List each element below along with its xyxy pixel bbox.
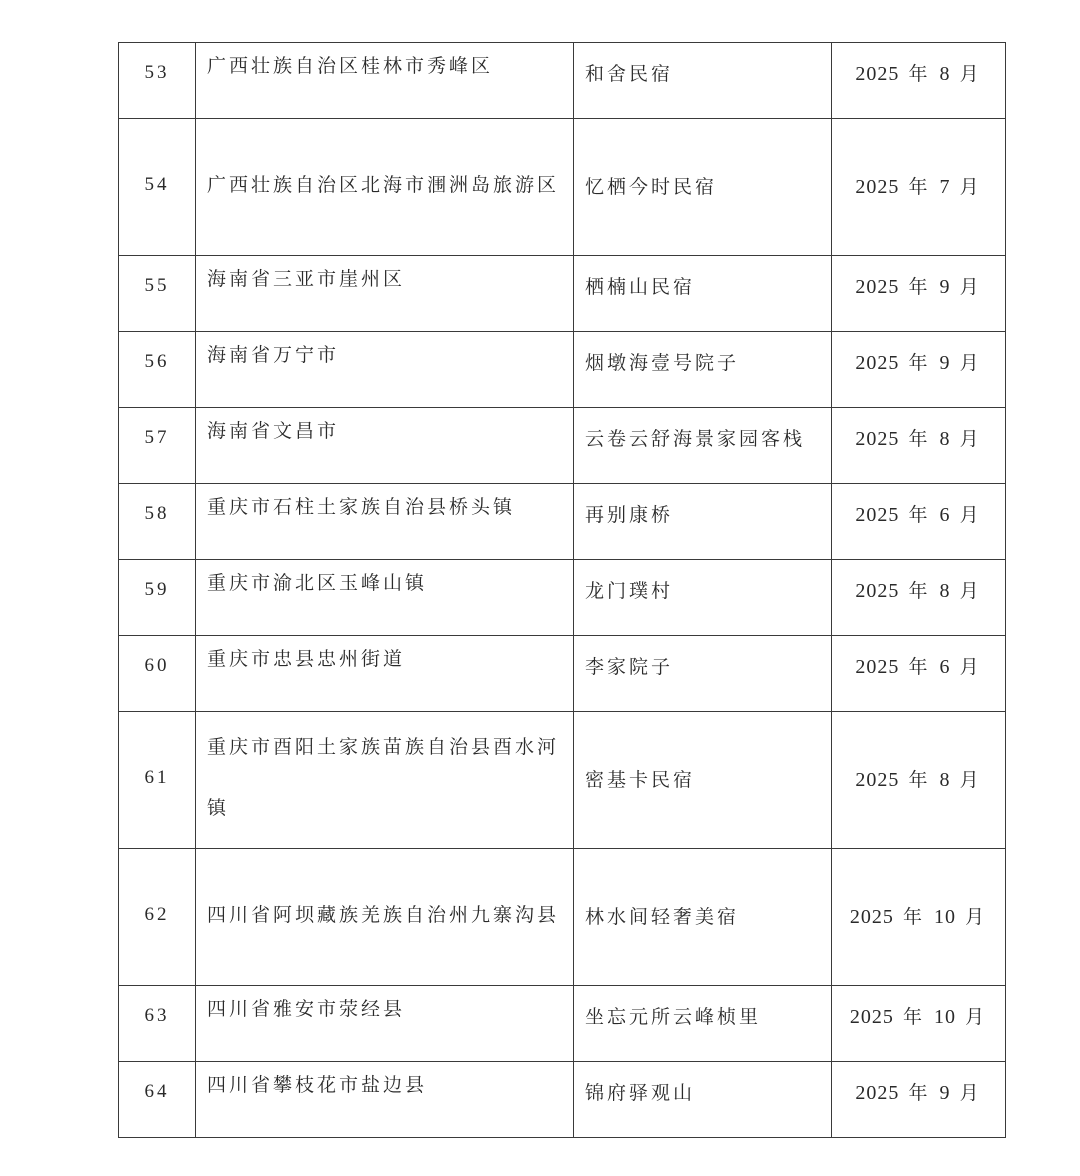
- date-cell: 2025 年 9 月: [832, 1062, 1006, 1138]
- homestay-name-cell: 烟墩海壹号院子: [574, 332, 832, 408]
- date-cell: 2025 年 6 月: [832, 484, 1006, 560]
- table-row: [119, 849, 1006, 986]
- location-cell: 重庆市石柱土家族自治县桥头镇: [196, 484, 574, 560]
- table-row: [119, 712, 1006, 849]
- table-row: [119, 636, 1006, 712]
- date-cell: 2025 年 10 月: [832, 849, 1006, 986]
- homestay-name-cell: 林水间轻奢美宿: [574, 849, 832, 986]
- homestay-name-cell: 和舍民宿: [574, 43, 832, 119]
- table-row: [119, 560, 1006, 636]
- row-number: 61: [119, 712, 196, 849]
- table-row: [119, 986, 1006, 1062]
- homestay-list-table: [118, 42, 1006, 1138]
- table-row: [119, 119, 1006, 256]
- table-row: [119, 256, 1006, 332]
- date-cell: 2025 年 6 月: [832, 636, 1006, 712]
- row-number: 55: [119, 256, 196, 332]
- date-cell: 2025 年 9 月: [832, 256, 1006, 332]
- table-row: [119, 484, 1006, 560]
- location-cell: 海南省三亚市崖州区: [196, 256, 574, 332]
- date-cell: 2025 年 8 月: [832, 712, 1006, 849]
- row-number: 57: [119, 408, 196, 484]
- row-number: 64: [119, 1062, 196, 1138]
- homestay-name-cell: 李家院子: [574, 636, 832, 712]
- location-cell: 四川省雅安市荥经县: [196, 986, 574, 1062]
- date-cell: 2025 年 7 月: [832, 119, 1006, 256]
- location-cell: 重庆市忠县忠州街道: [196, 636, 574, 712]
- row-number: 59: [119, 560, 196, 636]
- table-row: [119, 332, 1006, 408]
- row-number: 54: [119, 119, 196, 256]
- homestay-name-cell: 栖楠山民宿: [574, 256, 832, 332]
- table-row: [119, 408, 1006, 484]
- homestay-name-cell: 忆栖今时民宿: [574, 119, 832, 256]
- date-cell: 2025 年 9 月: [832, 332, 1006, 408]
- location-cell: 四川省攀枝花市盐边县: [196, 1062, 574, 1138]
- location-cell: 海南省万宁市: [196, 332, 574, 408]
- location-cell: 重庆市渝北区玉峰山镇: [196, 560, 574, 636]
- row-number: 63: [119, 986, 196, 1062]
- homestay-name-cell: 密基卡民宿: [574, 712, 832, 849]
- location-cell: 四川省阿坝藏族羌族自治州九寨沟县: [196, 849, 574, 986]
- date-cell: 2025 年 8 月: [832, 43, 1006, 119]
- location-cell: 海南省文昌市: [196, 408, 574, 484]
- date-cell: 2025 年 10 月: [832, 986, 1006, 1062]
- homestay-name-cell: 龙门璞村: [574, 560, 832, 636]
- table-row: [119, 1062, 1006, 1138]
- row-number: 56: [119, 332, 196, 408]
- table-body: [119, 43, 1006, 1138]
- date-cell: 2025 年 8 月: [832, 560, 1006, 636]
- homestay-name-cell: 坐忘元所云峰桢里: [574, 986, 832, 1062]
- homestay-name-cell: 云卷云舒海景家园客栈: [574, 408, 832, 484]
- location-cell: 重庆市酉阳土家族苗族自治县酉水河镇: [196, 712, 574, 849]
- row-number: 53: [119, 43, 196, 119]
- row-number: 60: [119, 636, 196, 712]
- row-number: 58: [119, 484, 196, 560]
- homestay-name-cell: 锦府驿观山: [574, 1062, 832, 1138]
- date-cell: 2025 年 8 月: [832, 408, 1006, 484]
- row-number: 62: [119, 849, 196, 986]
- location-cell: 广西壮族自治区桂林市秀峰区: [196, 43, 574, 119]
- location-cell: 广西壮族自治区北海市涠洲岛旅游区: [196, 119, 574, 256]
- homestay-name-cell: 再别康桥: [574, 484, 832, 560]
- table-row: [119, 43, 1006, 119]
